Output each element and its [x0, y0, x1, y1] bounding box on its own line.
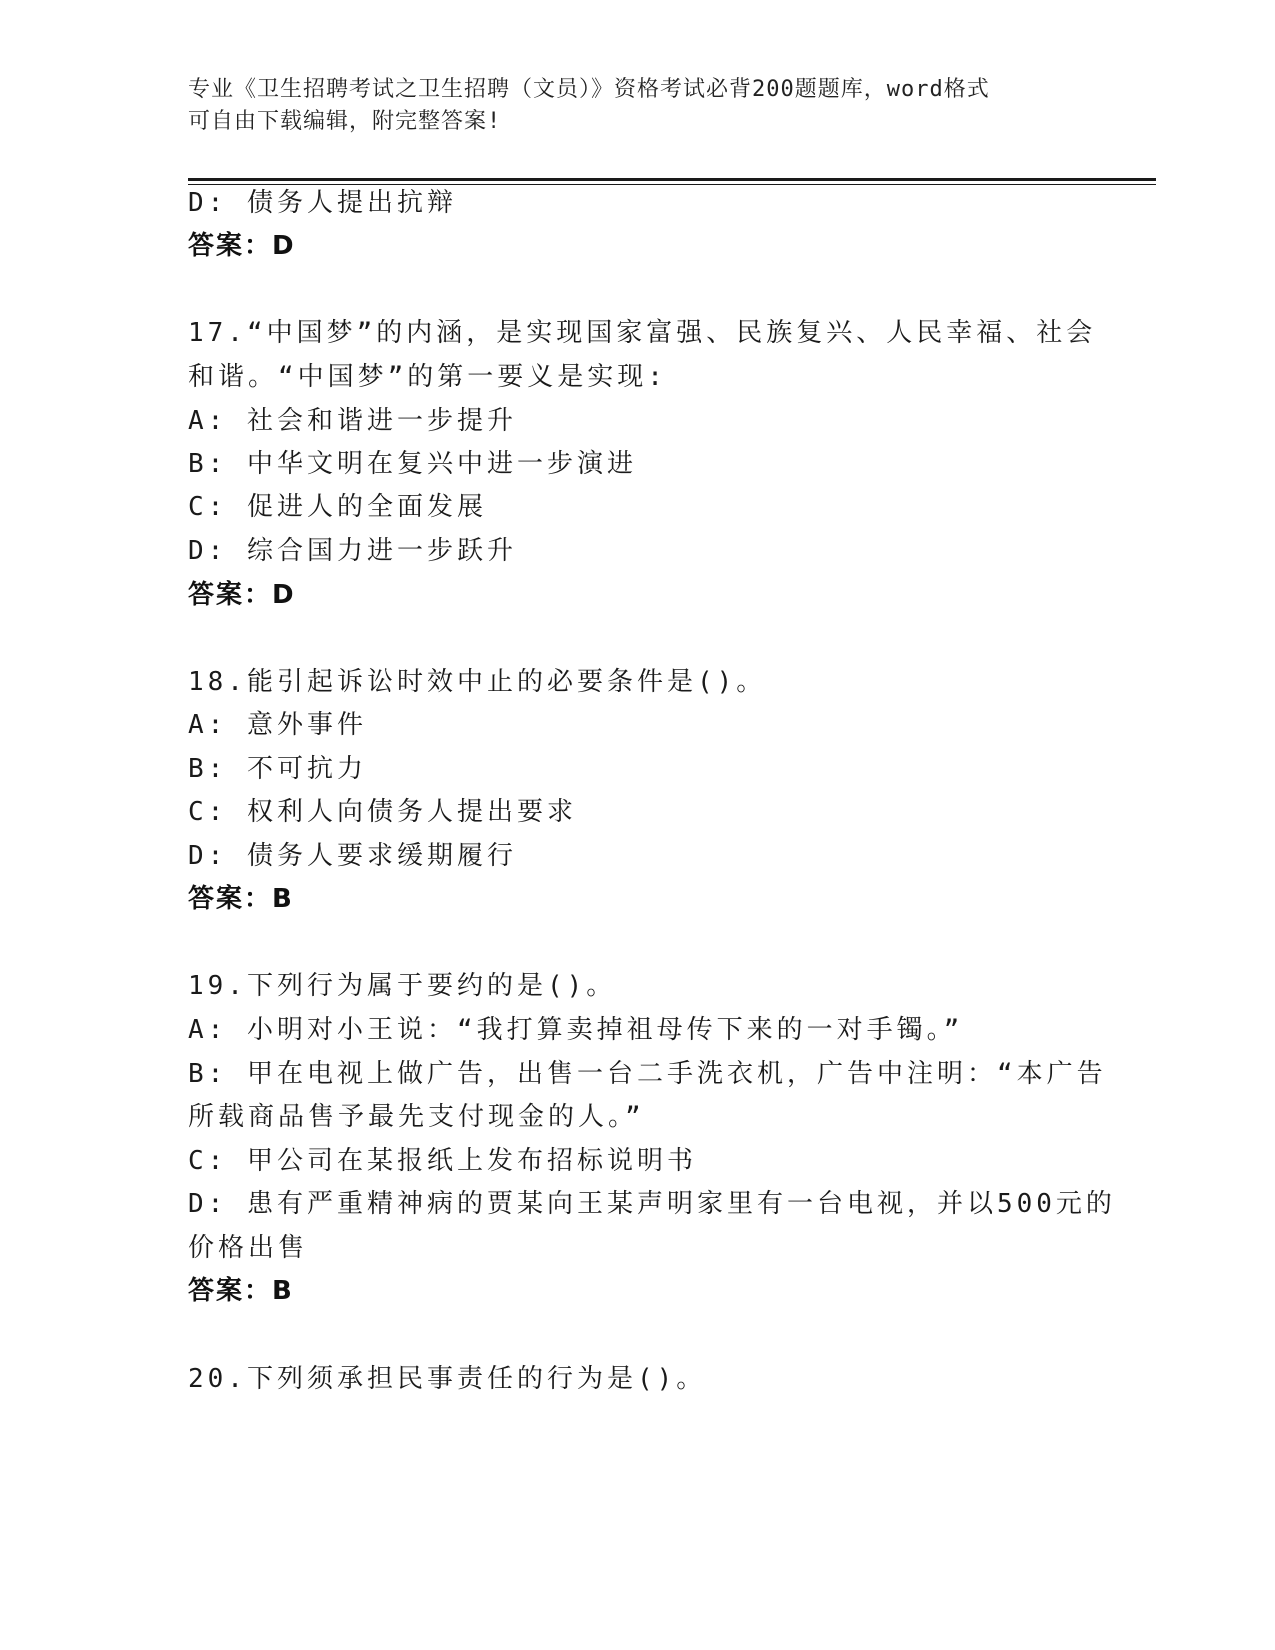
q19-option-d-line-1: D: 患有严重精神病的贾某向王某声明家里有一台电视，并以500元的	[188, 1189, 1116, 1219]
q20-stem: 20.下列须承担民事责任的行为是()。	[188, 1364, 707, 1394]
q19-option-c: C: 甲公司在某报纸上发布招标说明书	[188, 1146, 697, 1176]
q17-option-c: C: 促进人的全面发展	[188, 492, 487, 522]
header-line-2: 可自由下载编辑，附完整答案!	[188, 109, 502, 134]
q17-option-b: B: 中华文明在复兴中进一步演进	[188, 449, 637, 479]
q19-option-b-line-2: 所载商品售予最先支付现金的人。”	[188, 1102, 645, 1132]
q17-answer: 答案：D	[188, 580, 296, 610]
q18-answer: 答案：B	[188, 884, 294, 914]
document-header	[188, 74, 1068, 138]
q16-answer: 答案：D	[188, 231, 296, 261]
q19-option-d-line-2: 价格出售	[188, 1233, 309, 1263]
q17-stem-line-2: 和谐。“中国梦”的第一要义是实现:	[188, 362, 667, 392]
q18-stem: 18.能引起诉讼时效中止的必要条件是()。	[188, 667, 767, 697]
header-divider-thin	[188, 184, 1156, 185]
q17-option-d: D: 综合国力进一步跃升	[188, 536, 517, 566]
header-divider-thick	[188, 178, 1156, 181]
q18-option-d: D: 债务人要求缓期履行	[188, 841, 517, 871]
q17-stem-line-1: 17.“中国梦”的内涵，是实现国家富强、民族复兴、人民幸福、社会	[188, 318, 1097, 348]
q16-option-d: D: 债务人提出抗辩	[188, 188, 457, 218]
q18-option-c: C: 权利人向债务人提出要求	[188, 797, 577, 827]
q19-answer: 答案：B	[188, 1276, 294, 1306]
q17-option-a: A: 社会和谐进一步提升	[188, 406, 517, 436]
q18-option-a: A: 意外事件	[188, 710, 367, 740]
q19-option-b-line-1: B: 甲在电视上做广告，出售一台二手洗衣机，广告中注明：“本广告	[188, 1059, 1107, 1089]
header-line-1: 专业《卫生招聘考试之卫生招聘（文员）》资格考试必背200题题库，word格式	[188, 77, 990, 102]
q19-option-a: A: 小明对小王说：“我打算卖掉祖母传下来的一对手镯。”	[188, 1015, 964, 1045]
q18-option-b: B: 不可抗力	[188, 754, 367, 784]
q19-stem: 19.下列行为属于要约的是()。	[188, 971, 617, 1001]
